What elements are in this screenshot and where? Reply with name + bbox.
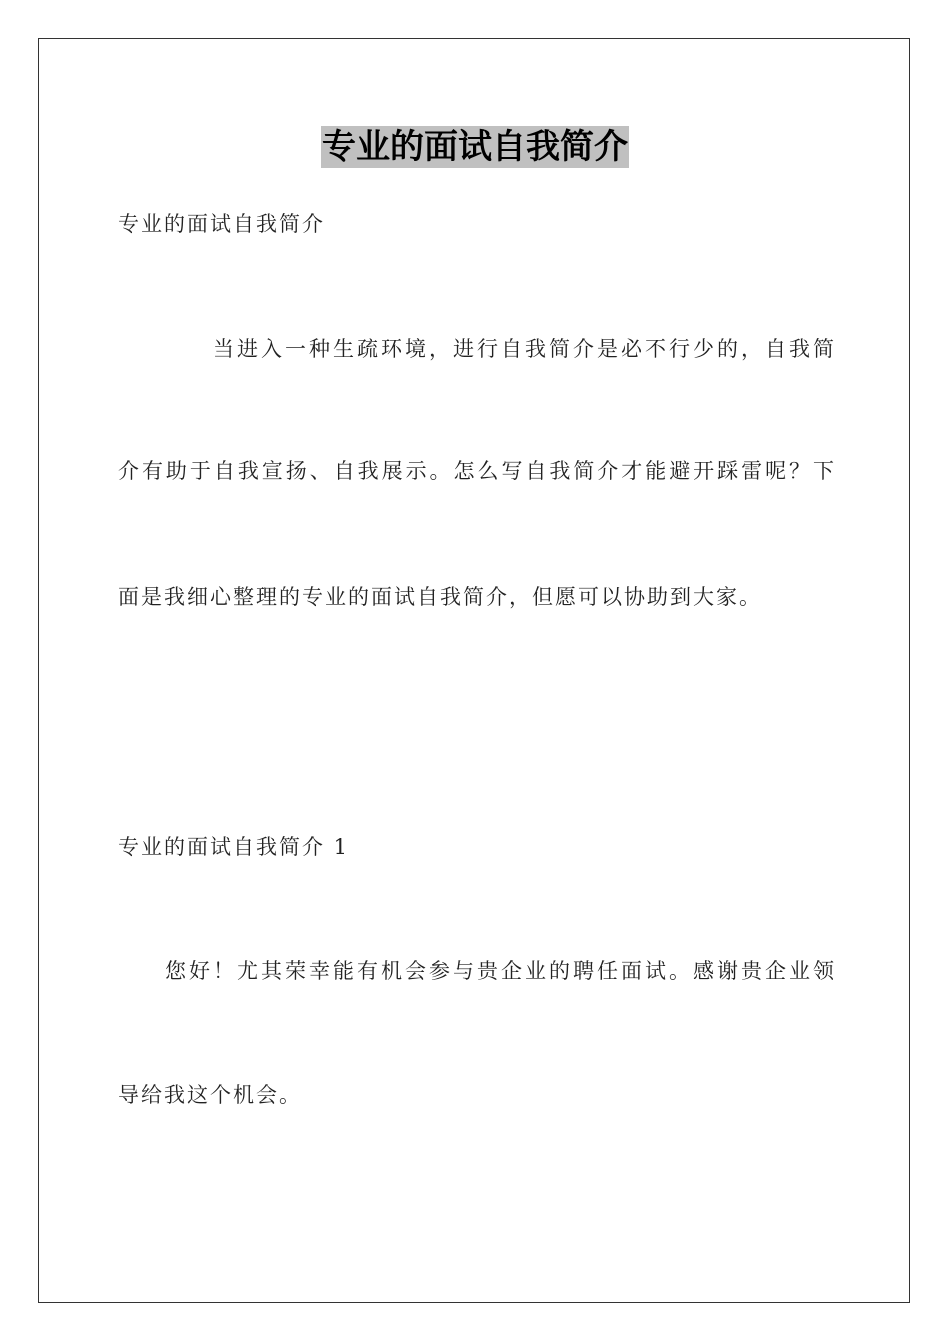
- document-title: 专业的面试自我简介: [322, 127, 628, 167]
- section-line-2: 导给我这个机会。: [118, 1083, 302, 1107]
- section-heading: 专业的面试自我简介 1: [118, 835, 350, 859]
- intro-line-3: 面是我细心整理的专业的面试自我简介，但愿可以协助到大家。: [118, 585, 762, 609]
- document-subtitle: 专业的面试自我简介: [118, 212, 325, 236]
- intro-line-1: 当进入一种生疏环境，进行自我简介是必不行少的，自我简: [213, 337, 834, 361]
- intro-line-2: 介有助于自我宣扬、自我展示。怎么写自我简介才能避开踩雷呢？下: [118, 459, 834, 483]
- title-container: [0, 126, 950, 168]
- section-line-1: 您好！尤其荣幸能有机会参与贵企业的聘任面试。感谢贵企业领: [165, 959, 834, 983]
